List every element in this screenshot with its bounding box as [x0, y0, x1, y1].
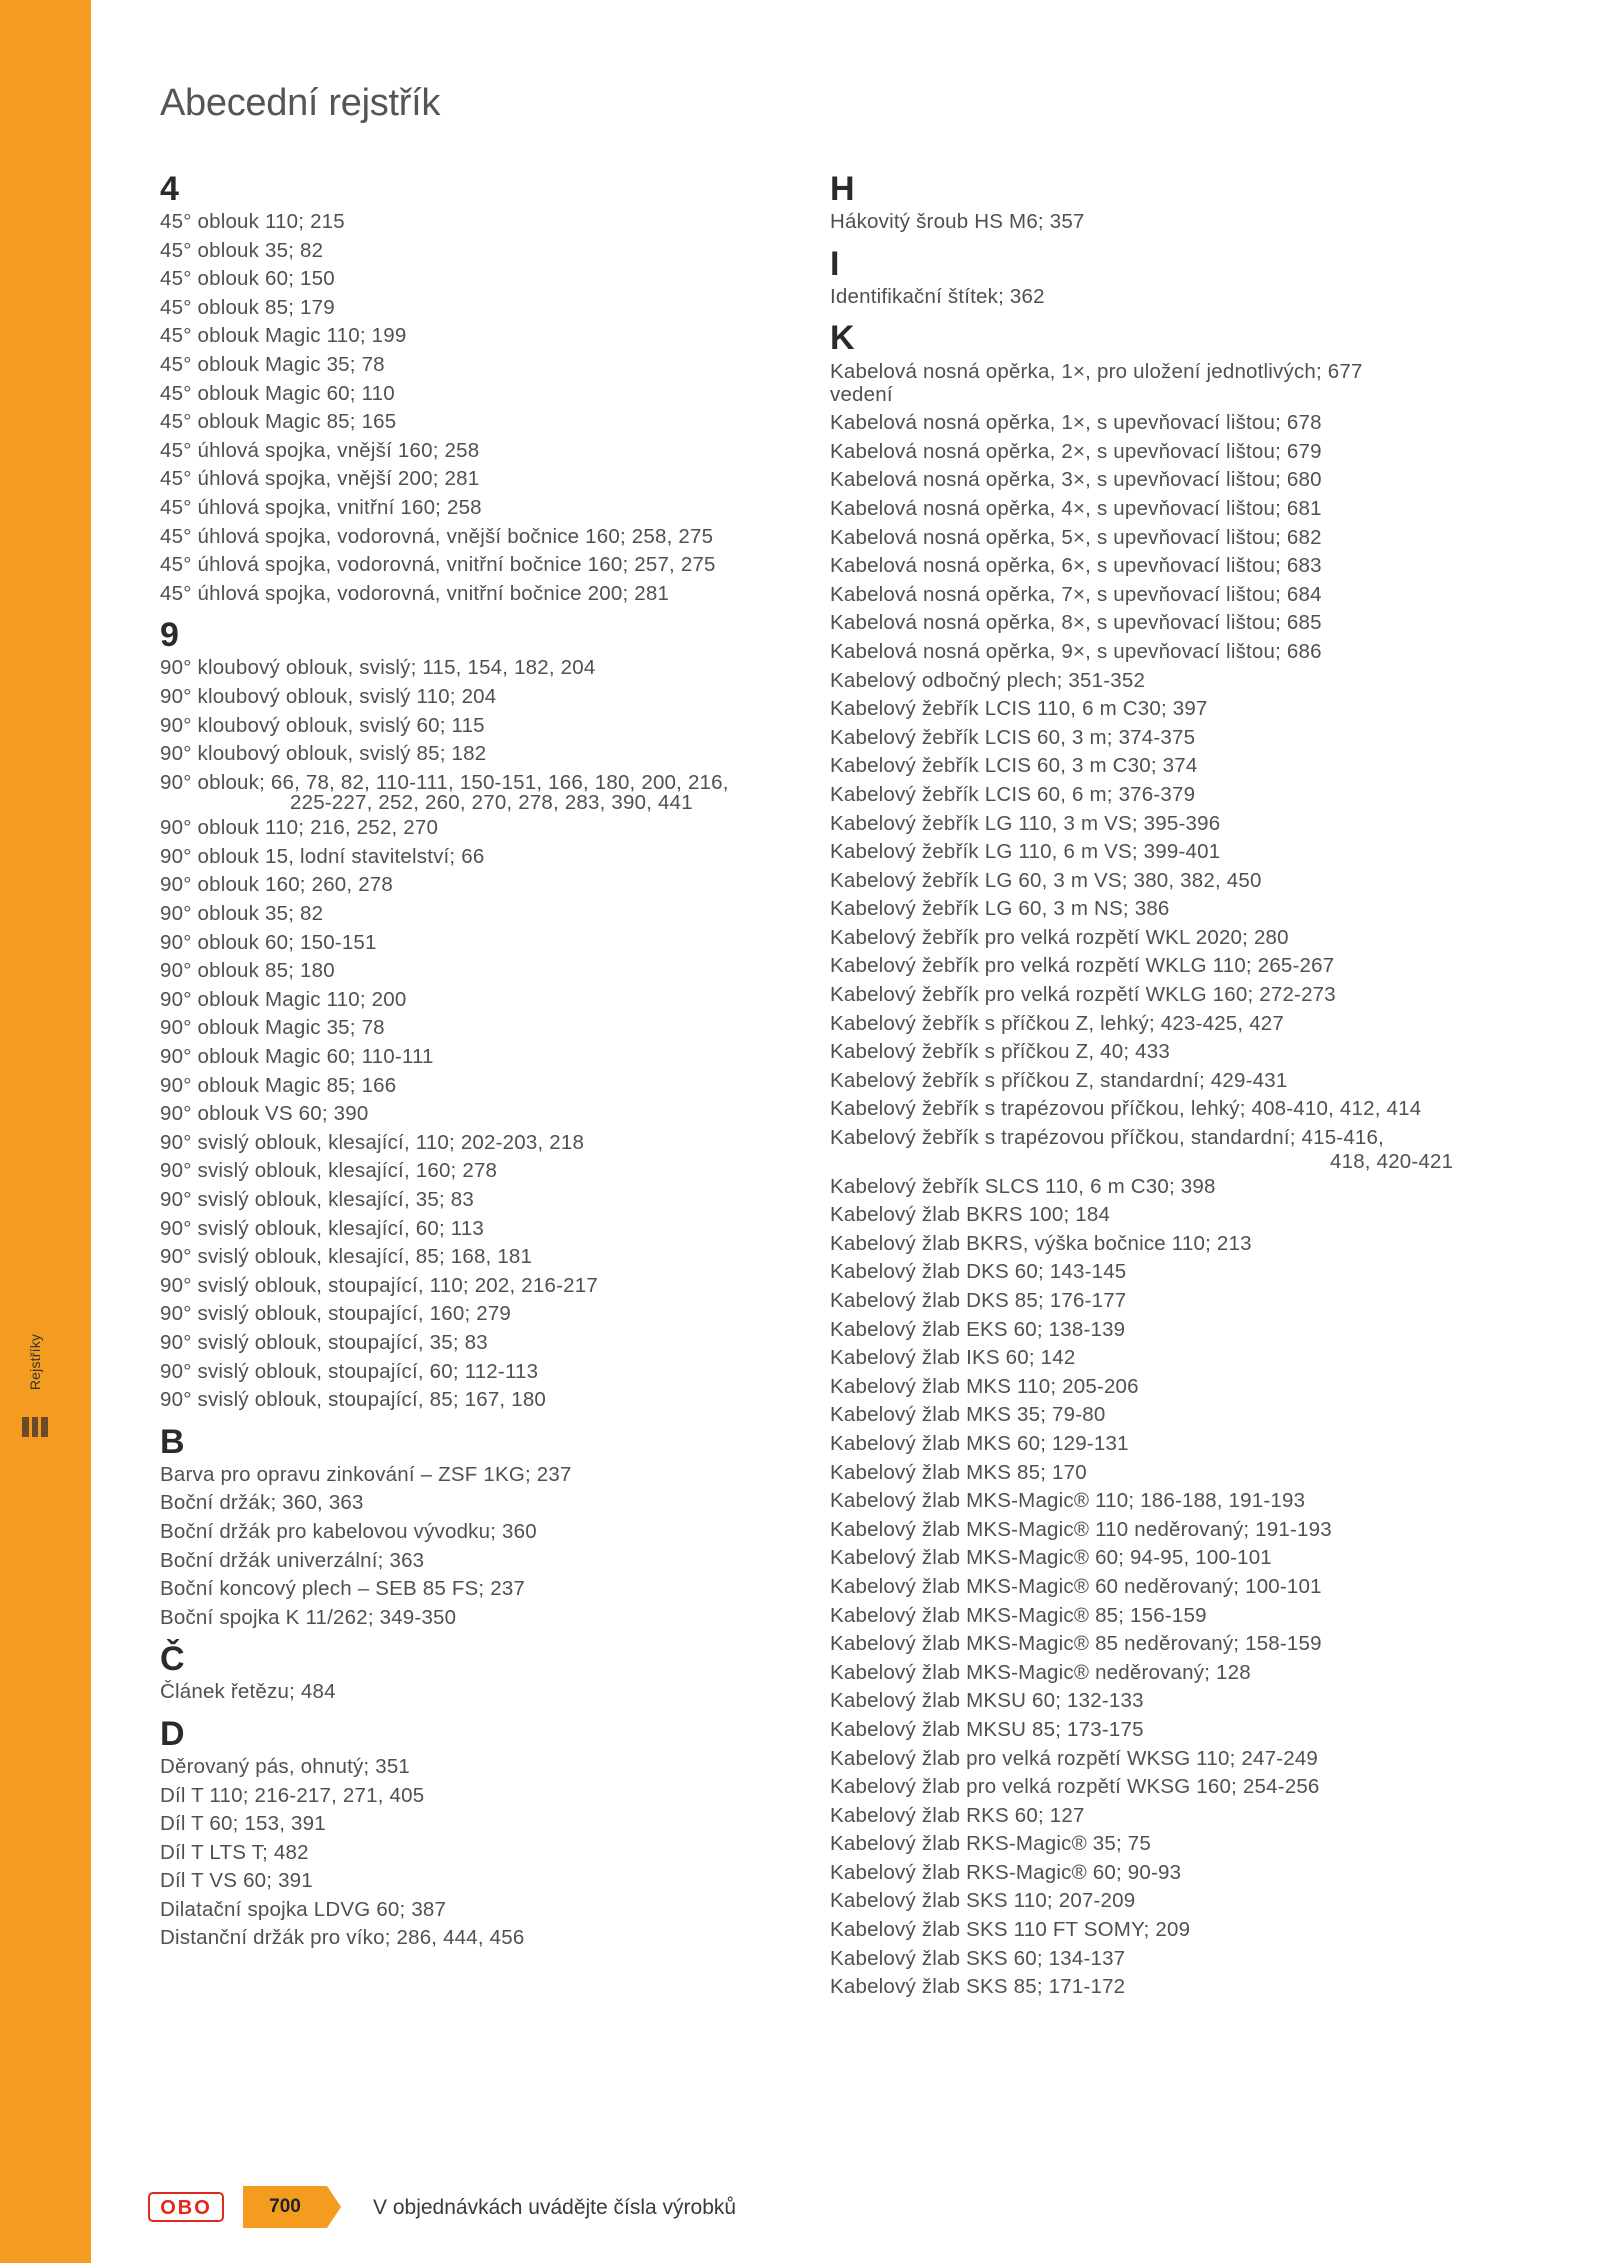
page-number-tab — [243, 2186, 347, 2228]
index-entry: Kabelová nosná opěrka, 5×, s upevňovací lištou; 682 — [830, 525, 1322, 549]
index-entry: Kabelová nosná opěrka, 2×, s upevňovací lištou; 679 — [830, 439, 1322, 463]
section-marker-icon — [22, 1417, 48, 1437]
index-entry: Kabelový žlab SKS 110 FT SOMY; 209 — [830, 1918, 1191, 1942]
index-entry-continuation: 225-227, 252, 260, 270, 278, 283, 390, 441 — [290, 791, 693, 815]
index-entry: Kabelový žlab BKRS, výška bočnice 110; 213 — [830, 1231, 1252, 1255]
index-entry: Díl T LTS T; 482 — [160, 1840, 309, 1864]
index-entry: 90° svislý oblouk, stoupající, 35; 83 — [160, 1330, 488, 1354]
index-entry: Kabelový žlab MKS 110; 205-206 — [830, 1374, 1139, 1398]
index-entry: Kabelový žlab MKS-Magic® 85; 156-159 — [830, 1603, 1207, 1627]
page-number: 700 — [269, 2196, 301, 2217]
index-entry: Kabelový žlab MKS-Magic® 110 neděrovaný; 191-193 — [830, 1517, 1332, 1541]
index-entry: Kabelový žebřík s příčkou Z, standardní; 429-431 — [830, 1068, 1288, 1092]
index-section — [160, 1715, 800, 1953]
index-entry: 90° kloubový oblouk, svislý 60; 115 — [160, 713, 485, 737]
index-entry: Kabelový žebřík LCIS 110, 6 m C30; 397 — [830, 697, 1208, 721]
index-section — [160, 616, 800, 1414]
index-entry: Kabelový žlab RKS-Magic® 35; 75 — [830, 1832, 1151, 1856]
index-entry: 45° oblouk Magic 110; 199 — [160, 324, 407, 348]
index-entry: 45° úhlová spojka, vodorovná, vnitřní bočnice 160; 257, 275 — [160, 553, 716, 577]
index-entry: Kabelový žlab pro velká rozpětí WKSG 160; 254-256 — [830, 1775, 1320, 1799]
index-entry: Kabelový žlab IKS 60; 142 — [830, 1346, 1076, 1370]
index-entry: Identifikační štítek; 362 — [830, 284, 1045, 308]
index-entry: 90° oblouk; 66, 78, 82, 110-111, 150-151, 166, 180, 200, 216, — [160, 770, 729, 794]
index-section — [830, 245, 1470, 312]
index-entry: 45° oblouk Magic 85; 165 — [160, 410, 397, 434]
index-entry: 90° oblouk 15, lodní stavitelství; 66 — [160, 844, 485, 868]
footer-note: V objednávkách uvádějte čísla výrobků — [373, 2196, 737, 2219]
index-entry: 90° svislý oblouk, klesající, 110; 202-203, 218 — [160, 1130, 585, 1154]
page-footer — [0, 2186, 1600, 2234]
index-entry: 90° oblouk Magic 35; 78 — [160, 1016, 385, 1040]
svg-text:OBO: OBO — [160, 2197, 212, 2219]
index-entry: Kabelový žebřík s příčkou Z, lehký; 423-425, 427 — [830, 1011, 1285, 1035]
index-entry: 90° oblouk VS 60; 390 — [160, 1102, 369, 1126]
index-entry: Boční spojka K 11/262; 349-350 — [160, 1605, 457, 1629]
index-entry: Díl T 110; 216-217, 271, 405 — [160, 1783, 425, 1807]
index-entry: Kabelový žlab MKS 85; 170 — [830, 1460, 1087, 1484]
section-letter: K — [830, 319, 855, 358]
index-entry: Kabelový žlab MKSU 85; 173-175 — [830, 1717, 1144, 1741]
section-letter: H — [830, 170, 855, 208]
index-entry: Článek řetězu; 484 — [160, 1680, 336, 1704]
index-entry: Díl T 60; 153, 391 — [160, 1812, 326, 1836]
index-column-right — [830, 170, 1470, 2002]
index-entry: 90° oblouk Magic 85; 166 — [160, 1073, 397, 1097]
index-entry: Děrovaný pás, ohnutý; 351 — [160, 1754, 411, 1778]
index-entry: 90° svislý oblouk, klesající, 160; 278 — [160, 1159, 498, 1183]
index-entry: Kabelová nosná opěrka, 3×, s upevňovací lištou; 680 — [830, 468, 1322, 492]
index-entry: 45° oblouk Magic 60; 110 — [160, 381, 395, 405]
index-entry: Hákovitý šroub HS M6; 357 — [830, 210, 1085, 233]
index-entry: 45° oblouk 110; 215 — [160, 210, 345, 233]
index-entry: 45° oblouk 85; 179 — [160, 295, 335, 319]
index-entry: 45° úhlová spojka, vodorovná, vnější bočnice 160; 258, 275 — [160, 524, 714, 548]
index-entry: Kabelová nosná opěrka, 7×, s upevňovací lištou; 684 — [830, 582, 1322, 606]
section-letter: 9 — [160, 616, 179, 655]
index-entry: Kabelový žebřík pro velká rozpětí WKLG 160; 272-273 — [830, 983, 1336, 1007]
index-section — [830, 170, 1470, 237]
index-entry: Kabelový žebřík s příčkou Z, 40; 433 — [830, 1040, 1170, 1064]
index-entry: 45° oblouk 60; 150 — [160, 267, 335, 291]
index-entry: 90° oblouk 35; 82 — [160, 902, 324, 926]
index-entry: Kabelový žlab pro velká rozpětí WKSG 110; 247-249 — [830, 1746, 1319, 1770]
index-entry: Boční držák pro kabelovou vývodku; 360 — [160, 1519, 537, 1543]
index-entry: Kabelový žlab SKS 60; 134-137 — [830, 1946, 1126, 1970]
index-entry: Kabelový žebřík s trapézovou příčkou, lehký; 408-410, 412, 414 — [830, 1097, 1422, 1121]
index-entry: 90° svislý oblouk, klesající, 35; 83 — [160, 1188, 474, 1211]
index-entry: 90° oblouk 85; 180 — [160, 959, 335, 983]
index-entry: 90° svislý oblouk, stoupající, 160; 279 — [160, 1302, 512, 1326]
index-entry: Kabelový žebřík s trapézovou příčkou, standardní; 415-416, — [830, 1126, 1385, 1150]
index-entry: Kabelový žebřík LCIS 60, 3 m C30; 374 — [830, 754, 1198, 778]
index-entry: Kabelový žebřík LG 60, 3 m VS; 380, 382, 450 — [830, 868, 1262, 892]
index-entry: Boční držák univerzální; 363 — [160, 1548, 425, 1572]
index-entry: 90° kloubový oblouk, svislý 85; 182 — [160, 742, 487, 766]
index-entry: Boční držák; 360, 363 — [160, 1491, 364, 1515]
index-entry: 90° oblouk Magic 60; 110-111 — [160, 1045, 434, 1069]
index-entry: 90° oblouk 110; 216, 252, 270 — [160, 816, 439, 840]
index-entry-continuation: 418, 420-421 — [1330, 1149, 1454, 1173]
index-entry: 90° oblouk Magic 110; 200 — [160, 987, 407, 1011]
section-letter: Č — [160, 1640, 185, 1679]
index-entry: 45° oblouk 35; 82 — [160, 238, 324, 262]
index-entry: 90° kloubový oblouk, svislý; 115, 154, 182, 204 — [160, 656, 596, 680]
section-letter: I — [830, 244, 840, 283]
index-entry: Kabelový žebřík pro velká rozpětí WKLG 110; 265-267 — [830, 954, 1335, 978]
index-section — [160, 1423, 800, 1633]
index-entry: Kabelový žlab BKRS 100; 184 — [830, 1203, 1111, 1227]
index-entry: 45° úhlová spojka, vnitřní 160; 258 — [160, 495, 482, 519]
index-entry: Kabelový žebřík LG 110, 6 m VS; 399-401 — [830, 840, 1221, 864]
index-entry: Kabelová nosná opěrka, 4×, s upevňovací lištou; 681 — [830, 496, 1322, 520]
index-entry: Kabelová nosná opěrka, 8×, s upevňovací lištou; 685 — [830, 611, 1322, 635]
section-letter: D — [160, 1714, 185, 1753]
index-section — [160, 170, 800, 608]
index-entry: Kabelový žlab DKS 60; 143-145 — [830, 1260, 1127, 1284]
index-entry: Kabelový žebřík SLCS 110, 6 m C30; 398 — [830, 1174, 1216, 1198]
index-entry: Kabelová nosná opěrka, 6×, s upevňovací lištou; 683 — [830, 554, 1322, 578]
index-entry: Barva pro opravu zinkování – ZSF 1KG; 237 — [160, 1462, 572, 1486]
index-entry: 90° oblouk 160; 260, 278 — [160, 873, 393, 897]
index-entry: 90° svislý oblouk, klesající, 60; 113 — [160, 1216, 485, 1240]
index-entry: Kabelový odbočný plech; 351-352 — [830, 668, 1146, 692]
index-entry: 90° svislý oblouk, stoupající, 110; 202, 216-217 — [160, 1273, 598, 1297]
side-band — [0, 0, 91, 2263]
index-entry: Kabelový žlab RKS 60; 127 — [830, 1803, 1085, 1827]
section-letter: 4 — [160, 170, 179, 208]
index-entry: Kabelový žlab EKS 60; 138-139 — [830, 1317, 1126, 1341]
section-letter: B — [160, 1422, 185, 1461]
index-entry: Kabelový žebřík LCIS 60, 6 m; 376-379 — [830, 782, 1196, 806]
index-entry: Kabelový žlab MKS-Magic® 60 neděrovaný; 100-101 — [830, 1574, 1322, 1598]
side-tab-label[interactable] — [24, 1317, 46, 1407]
index-entry: Kabelový žlab MKS 35; 79-80 — [830, 1403, 1106, 1427]
index-entry: 45° úhlová spojka, vnější 160; 258 — [160, 438, 480, 462]
index-entry: Kabelový žebřík LG 60, 3 m NS; 386 — [830, 897, 1170, 921]
index-entry: Kabelová nosná opěrka, 9×, s upevňovací lištou; 686 — [830, 639, 1322, 663]
index-entry: Kabelový žlab MKS 60; 129-131 — [830, 1431, 1129, 1455]
index-entry: 45° oblouk Magic 35; 78 — [160, 352, 385, 376]
index-entry: Díl T VS 60; 391 — [160, 1869, 313, 1893]
index-entry: Kabelový žlab MKS-Magic® 85 neděrovaný; 158-159 — [830, 1632, 1322, 1656]
index-entry: Kabelový žebřík LG 110, 3 m VS; 395-396 — [830, 811, 1221, 835]
index-section — [830, 319, 1470, 2002]
index-entry: 45° úhlová spojka, vnější 200; 281 — [160, 467, 480, 491]
index-entry: 45° úhlová spojka, vodorovná, vnitřní bočnice 200; 281 — [160, 581, 670, 605]
index-entry: Kabelový žebřík LCIS 60, 3 m; 374-375 — [830, 725, 1196, 749]
index-entry: Kabelový žebřík pro velká rozpětí WKL 2020; 280 — [830, 925, 1289, 949]
index-column-left — [160, 170, 800, 1953]
index-entry: 90° kloubový oblouk, svislý 110; 204 — [160, 684, 497, 708]
obo-logo-icon — [148, 2192, 224, 2222]
index-entry: Kabelová nosná opěrka, 1×, pro uložení jednotlivých; 677 vedení — [830, 360, 1363, 407]
side-tab-text: Rejstříky — [27, 1333, 43, 1391]
page-title: Abecední rejstřík — [160, 82, 441, 124]
index-entry: Kabelový žlab RKS-Magic® 60; 90-93 — [830, 1860, 1182, 1884]
index-entry: Kabelový žlab MKS-Magic® neděrovaný; 128 — [830, 1660, 1251, 1684]
index-entry: Distanční držák pro víko; 286, 444, 456 — [160, 1926, 525, 1950]
index-entry: 90° svislý oblouk, stoupající, 85; 167, 180 — [160, 1388, 547, 1412]
index-entry: 90° oblouk 60; 150-151 — [160, 930, 377, 954]
index-entry: Kabelový žlab SKS 85; 171-172 — [830, 1975, 1126, 1999]
index-entry: Kabelový žlab SKS 110; 207-209 — [830, 1889, 1136, 1913]
index-entry: Boční koncový plech – SEB 85 FS; 237 — [160, 1577, 526, 1601]
index-entry: Dilatační spojka LDVG 60; 387 — [160, 1897, 447, 1921]
index-entry: Kabelový žlab DKS 85; 176-177 — [830, 1289, 1127, 1312]
index-entry: Kabelový žlab MKSU 60; 132-133 — [830, 1689, 1144, 1713]
index-entry: 90° svislý oblouk, klesající, 85; 168, 181 — [160, 1245, 533, 1269]
index-entry: Kabelová nosná opěrka, 1×, s upevňovací lištou; 678 — [830, 411, 1322, 435]
index-entry: Kabelový žlab MKS-Magic® 60; 94-95, 100-101 — [830, 1546, 1272, 1570]
index-section — [160, 1640, 800, 1707]
index-entry: 90° svislý oblouk, stoupající, 60; 112-113 — [160, 1359, 539, 1383]
index-entry: Kabelový žlab MKS-Magic® 110; 186-188, 191-193 — [830, 1489, 1306, 1513]
